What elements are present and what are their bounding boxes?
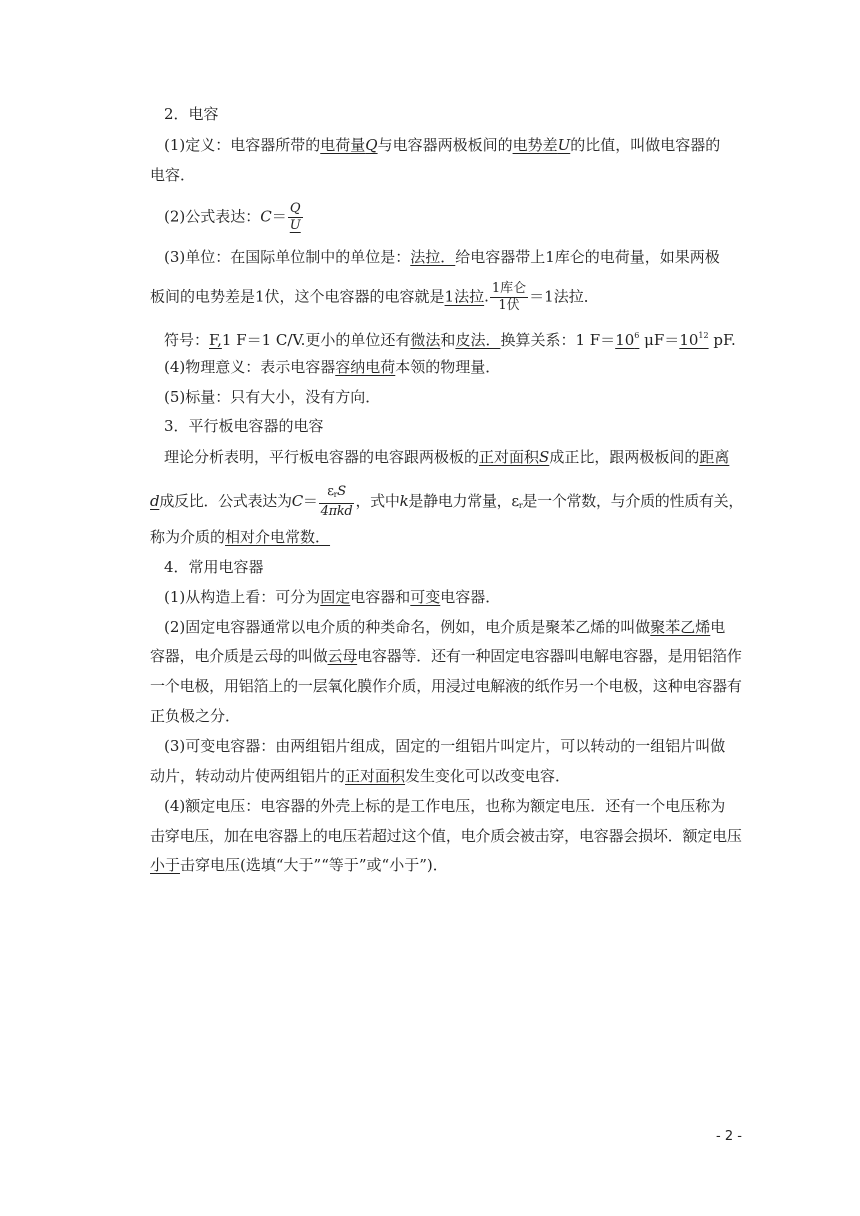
section-2-heading	[164, 104, 219, 124]
rated-voltage-line-3	[150, 855, 448, 875]
text: μF＝	[639, 331, 680, 349]
formula-line	[164, 201, 304, 234]
definition-line-2	[150, 165, 195, 185]
text: 的比值，叫做电容器的	[570, 136, 721, 154]
symbol-U: U	[557, 136, 571, 154]
fraction-coulomb-over-volt	[490, 281, 528, 314]
equals: ＝	[302, 492, 318, 510]
text: 理论分析表明，平行板电容器的电容跟两极板的	[164, 448, 480, 466]
underlined-answer: 微法	[410, 331, 441, 349]
denominator: 1伏	[498, 298, 520, 313]
text: (1)定义：电容器所带的	[164, 136, 321, 154]
symbol-C: C	[291, 492, 303, 510]
section-4-heading	[164, 557, 264, 577]
epsilon: ε	[327, 484, 334, 499]
text: 是静电力常量，	[408, 492, 512, 510]
fraction-Q-over-U	[288, 201, 303, 234]
fixed-capacitor-line-2	[150, 646, 742, 666]
text: ＝1法拉．	[529, 287, 599, 306]
fixed-capacitor-line-1	[164, 617, 725, 637]
physical-meaning-line	[164, 357, 500, 377]
underlined-answer: 云母	[327, 647, 358, 665]
unit-line-1	[164, 247, 720, 267]
text: 发生变化可以改变电容．	[405, 767, 571, 785]
text: 正负极之分．	[150, 707, 241, 725]
underlined-answer: 电势差	[512, 136, 558, 154]
underlined-answer: 距离	[699, 448, 730, 466]
parallel-plate-line-1	[164, 447, 729, 467]
underlined-answer: F,	[209, 331, 222, 349]
text: 换算关系：1 F＝	[500, 331, 616, 349]
exponent: 12	[698, 331, 709, 340]
denominator: 4πkd	[320, 504, 353, 519]
symbol-C: C	[260, 207, 272, 226]
fixed-capacitor-line-3	[150, 676, 742, 696]
numerator	[319, 484, 355, 504]
text: 本领的物理量．	[395, 358, 501, 376]
text: (4)额定电压：电容器的外壳上标的是工作电压，也称为额定电压．还有一个电压称为	[164, 797, 726, 815]
symbol-S: S	[539, 448, 550, 466]
text: 符号：	[164, 331, 210, 349]
text: (2)公式表达：	[164, 207, 261, 226]
text: (5)标量：只有大小，没有方向．	[164, 388, 381, 406]
text: 击穿电压(选填“大于”“等于”或“小于”)．	[180, 856, 448, 874]
structure-line	[164, 587, 500, 607]
parallel-plate-line-3	[150, 527, 330, 547]
underlined-answer	[679, 331, 708, 349]
symbol-k: k	[399, 492, 409, 510]
text: 成正比，跟两极板间的	[549, 448, 700, 466]
text: 容器，电介质是云母的叫做	[150, 647, 328, 665]
unit-line-2	[150, 281, 599, 314]
variable-capacitor-line-2	[150, 766, 570, 786]
text: 1 F＝1 C/V.更小的单位还有	[221, 331, 411, 349]
heading-text: 2．电容	[164, 105, 219, 123]
underlined-answer: 相对介电常数．	[225, 528, 331, 546]
numerator: Q	[288, 201, 303, 218]
text: (1)从构造上看：可分为	[164, 588, 321, 606]
text: 和	[440, 331, 456, 349]
epsilon: ε	[511, 492, 519, 510]
text: 电	[710, 618, 726, 636]
text: 一个电极，用铝箔上的一层氧化膜作介质，用浸过电解液的纸作另一个电极，这种电容器有	[150, 677, 742, 695]
text: 击穿电压，加在电容器上的电压若超过这个值，电介质会被击穿，电容器会损坏．额定电压	[150, 827, 742, 845]
text: (4)物理意义：表示电容器	[164, 358, 336, 376]
symbol-line	[164, 326, 736, 350]
underlined-answer: 1法拉	[444, 287, 485, 306]
parallel-plate-line-2	[150, 484, 743, 520]
text: 电容器和	[350, 588, 411, 606]
underlined-answer: 皮法．	[455, 331, 501, 349]
underlined-answer	[615, 331, 639, 349]
text: 板间的电势差是1伏，这个电容器的电容就是	[150, 287, 445, 306]
text: (2)固定电容器通常以电介质的种类命名，例如，电介质是聚苯乙烯的叫做	[164, 618, 651, 636]
heading-text: 4．常用电容器	[164, 558, 264, 576]
text: 动片，转动动片使两组铝片的	[150, 767, 346, 785]
heading-text: 3．平行板电容器的电容	[164, 417, 324, 435]
fraction-capacitance	[319, 484, 355, 520]
text: 是一个常数，与介质的性质有关，	[522, 492, 744, 510]
subscript-r: r	[333, 490, 338, 499]
text: 与电容器两极板间的	[377, 136, 513, 154]
section-3-heading	[164, 416, 324, 436]
text: 称为介质的	[150, 528, 226, 546]
text: (3)可变电容器：由两组铝片组成，固定的一组铝片叫定片，可以转动的一组铝片叫做	[164, 737, 726, 755]
exponent: 6	[634, 331, 640, 340]
underlined-answer: 小于	[150, 856, 181, 874]
underlined-answer: 可变	[410, 588, 441, 606]
scalar-line	[164, 387, 380, 407]
text: .	[484, 287, 489, 306]
underlined-answer: 法拉．	[410, 248, 456, 266]
symbol-S: S	[337, 484, 346, 499]
underlined-answer: 正对面积	[479, 448, 540, 466]
symbol-Q: Q	[365, 136, 378, 154]
text: 电容器．	[440, 588, 501, 606]
text: 给电容器带上1库仑的电荷量，如果两极	[455, 248, 720, 266]
page-number: - 2 -	[716, 1129, 742, 1144]
numerator: 1库仑	[491, 281, 527, 296]
rated-voltage-line-2	[150, 826, 742, 846]
underlined-answer: 聚苯乙烯	[650, 618, 711, 636]
power-base: 10	[679, 331, 699, 349]
text: 成反比．公式表达为	[159, 492, 292, 510]
text: 电容．	[150, 166, 196, 184]
definition-line-1	[164, 135, 720, 155]
equals: ＝	[271, 207, 287, 226]
fixed-capacitor-line-4	[150, 706, 240, 726]
subscript-r: r	[518, 501, 523, 510]
power-base: 10	[615, 331, 635, 349]
text: pF.	[708, 331, 736, 349]
text: (3)单位：在国际单位制中的单位是：	[164, 248, 411, 266]
text: ，式中	[355, 492, 400, 510]
underlined-answer: 电荷量	[320, 136, 366, 154]
text: 电容器等．还有一种固定电容器叫电解电容器，是用铝箔作	[357, 647, 742, 665]
underlined-answer: 固定	[320, 588, 351, 606]
underlined-answer: 容纳电荷	[335, 358, 396, 376]
rated-voltage-line-1	[164, 796, 725, 816]
symbol-d: d	[150, 492, 160, 510]
variable-capacitor-line-1	[164, 736, 725, 756]
denominator: U	[289, 218, 301, 233]
underlined-answer: 正对面积	[345, 767, 406, 785]
